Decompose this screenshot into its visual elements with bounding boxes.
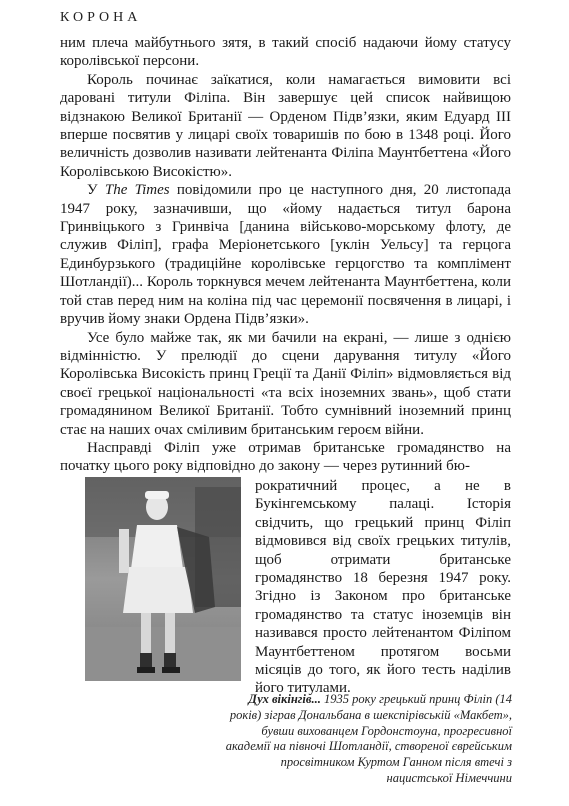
newspaper-title: The Times [104,182,170,199]
paragraph-5-continued: рократичний процес, а не в Букінгемському палаці. Історія свідчить, що грецький принц Філіп відмовився від своїх грецьких титулів, щоб отримати британське громадянство 18 березня 1947 року. Згідно із Законом про британське громадянство та статус іноземців він називався просто лейтенантом Філіпом Маунтбеттеном протягом восьми місяців до того, як його тесть наділив його титулами. [255,478,511,697]
photo-illustration [85,477,241,681]
paragraph-5: Насправді Філіп уже отримав британське громадянство на початку цього року відповідно до закону — через рутинний бю- [60,439,511,475]
portrait-photo [85,477,241,681]
wrapped-text [255,477,511,698]
paragraph-3 [60,181,511,328]
paragraph-2: Король починає заїкатися, коли намагається вимовити всі даровані титули Філіпа. Він завершує цей список найвищою відзнакою Великої Британії — Орденом Підв’язки, яким Едуард III вперше посвятив у лицарі своїх товаришів по бою в 1348 році. Його величність дозволив називати лейтенанта Філіпа Маунтбеттена «Його Королівською Високістю». [60,71,511,180]
photo-caption [224,692,512,787]
paragraph-3-lead: У [87,182,105,199]
paragraph-3-body: повідомили про це наступного дня, 20 листопада 1947 року, зазначивши, що «йому надається титул барона Гринвіцького з Гринвіча [данина військово-морському флоту, де служив Філіп], графа Меріонетського [уклін Уельсу] та герцога Единбурзького (традиційне королівське герцогство та комплімент Шотландії)... Король торкнувся мечем лейтенанта Маунтбеттена, коли той став перед ним на коліна під час церемонії посвячення в лицарі, і вручив йому знаки Ордена Підв’язки». [60,182,511,328]
paragraph-1: ним плеча майбутнього зятя, в такий спосіб надаючи йому статусу королівської персони. [60,35,511,70]
caption-lead: Дух вікінгів... [248,692,321,706]
caption-text: 1935 року грецький принц Філіп (14 років) зіграв Дональбана в шекспірівській «Макбет», бувши вихованцем Гордонстоуна, прогресивної академії на півночі Шотландії, створеної єврейським просвітником Куртом Ганном після втечі з нацистської Німеччини [225,692,512,785]
paragraph-4: Усе було майже так, як ми бачили на екрані, — лише з однією відмінністю. У прелюдії до сцени дарування титулу «Його Королівська Високість принц Греції та Данії Філіп» відмовляється від своєї грецької національності «та всіх іноземних звань», щоб стати громадянином Великої Британії. Тобто сумнівний іноземний принц стає на наших очах сміливим британським героєм війни. [60,329,511,438]
body-text [60,34,511,476]
running-header: КОРОНА [60,10,142,25]
